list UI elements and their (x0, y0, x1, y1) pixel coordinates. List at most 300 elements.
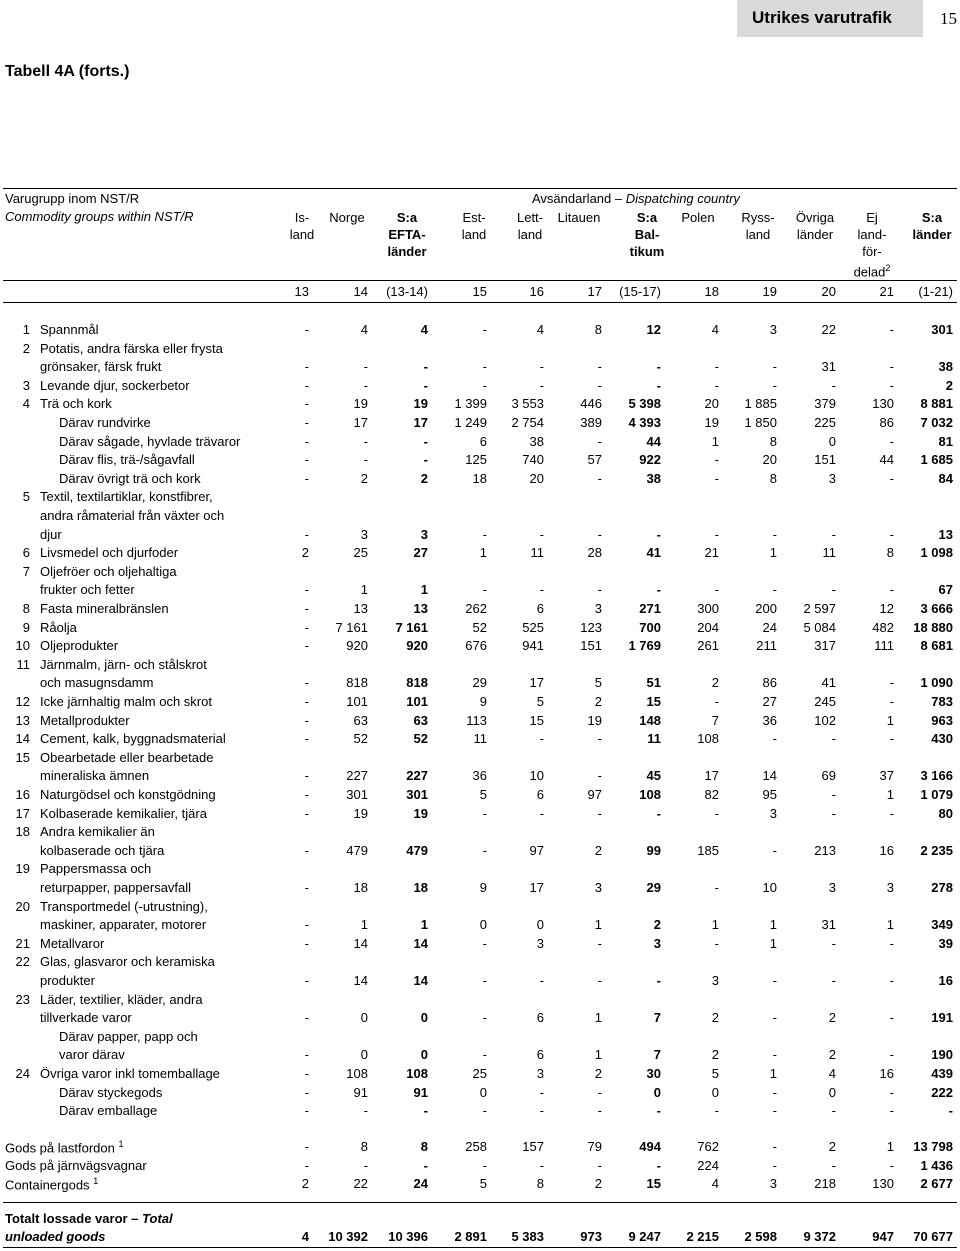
table-cell: - (597, 806, 602, 821)
table-cell: 14 (413, 973, 428, 988)
table-cell: 9 (479, 880, 487, 895)
table-cell: 36 (762, 713, 777, 728)
table-cell: 19 (413, 806, 428, 821)
table-cell: - (831, 1158, 836, 1173)
table-cell: - (482, 1103, 487, 1118)
table-cell: 3 (769, 806, 777, 821)
table-cell: - (714, 806, 719, 821)
table-cell: 676 (465, 638, 487, 653)
table-cell: 4 (301, 1229, 309, 1244)
table-cell: 99 (646, 843, 661, 858)
page-number: 15 (940, 9, 957, 28)
row-label: Övriga varor inkl tomemballage (40, 1066, 220, 1081)
table-cell: - (597, 378, 602, 393)
table-cell: 1 (769, 917, 777, 932)
table-cell: 82 (704, 787, 719, 802)
table-cell: 0 (828, 1085, 836, 1100)
table-cell: 11 (530, 545, 544, 560)
table-cell: 108 (697, 731, 719, 746)
row-number: 7 (22, 564, 30, 579)
table-cell: 1 (769, 545, 777, 560)
table-cell: - (482, 806, 487, 821)
row-label: Cement, kalk, byggnadsmaterial (40, 731, 226, 746)
total-label (5, 1211, 173, 1226)
table-cell: 3 (594, 601, 602, 616)
table-cell: 2 891 (454, 1229, 487, 1244)
column-header-line: Ryss- (741, 210, 775, 225)
row-label: Spannmål (40, 322, 99, 337)
table-cell: - (304, 415, 309, 430)
table-cell: 0 (360, 1047, 368, 1062)
table-cell: 5 (479, 1176, 487, 1191)
table-cell: - (597, 768, 602, 783)
table-cell: - (482, 378, 487, 393)
table-cell: 1 (886, 1139, 894, 1154)
table-cell: 123 (580, 620, 602, 635)
table-cell: 1 436 (920, 1158, 953, 1173)
row-number: 21 (15, 936, 30, 951)
table-cell: 8 (886, 545, 894, 560)
table-cell: 44 (879, 452, 894, 467)
table-cell: 2 (301, 1176, 309, 1191)
table-cell: 185 (697, 843, 719, 858)
table-cell: 97 (529, 843, 544, 858)
column-header-line: Is- (294, 210, 310, 225)
table-cell: 63 (413, 713, 428, 728)
table-cell: - (304, 378, 309, 393)
table-cell: - (539, 582, 544, 597)
column-header-line: land (517, 227, 543, 242)
table-cell: 7 161 (395, 620, 428, 635)
table-cell: 2 (301, 545, 309, 560)
table-cell: 70 677 (913, 1229, 953, 1244)
table-cell: - (304, 452, 309, 467)
row-label: Pappersmassa och (40, 861, 152, 876)
column-number: 19 (762, 284, 777, 299)
row-label (5, 1176, 98, 1192)
table-cell: 57 (587, 452, 602, 467)
row-number: 12 (15, 694, 30, 709)
table-cell: - (423, 434, 428, 449)
table-cell: 482 (872, 620, 894, 635)
row-label: djur (40, 527, 62, 542)
table-cell: - (363, 359, 368, 374)
column-number: 21 (879, 284, 894, 299)
table-cell: 28 (587, 545, 602, 560)
table-cell: - (539, 973, 544, 988)
table-cell: 19 (353, 806, 368, 821)
column-header-line: tikum (629, 244, 665, 259)
table-cell: - (714, 880, 719, 895)
table-cell: 19 (413, 396, 428, 411)
table-cell: 227 (346, 768, 368, 783)
table-cell: - (304, 936, 309, 951)
footnote-mark: 2 (885, 263, 891, 273)
table-cell: 10 (762, 880, 777, 895)
table-cell: 84 (938, 471, 953, 486)
column-number: 13 (294, 284, 309, 299)
table-cell: - (948, 1103, 953, 1118)
table-cell: 14 (353, 936, 368, 951)
table-cell: 6 (479, 434, 487, 449)
table-cell: - (831, 787, 836, 802)
table-cell: 86 (879, 415, 894, 430)
table-cell: 963 (931, 713, 953, 728)
table-cell: - (889, 1158, 894, 1173)
table-cell: 479 (346, 843, 368, 858)
table-cell: 2 (828, 1139, 836, 1154)
table-cell: 11 (473, 731, 487, 746)
column-header (544, 209, 614, 226)
table-cell: 13 (938, 527, 953, 542)
table-cell: 213 (814, 843, 836, 858)
table-cell: 204 (697, 620, 719, 635)
table-cell: - (482, 359, 487, 374)
table-cell: 27 (413, 545, 428, 560)
table-cell: 2 (711, 675, 719, 690)
row-label-text: Gods på järnvägsvagnar (5, 1158, 147, 1173)
table-cell: 8 (420, 1139, 428, 1154)
table-cell: 39 (938, 936, 953, 951)
table-cell: - (597, 527, 602, 542)
column-header-line: Ej (866, 210, 878, 225)
table-cell: - (597, 731, 602, 746)
table-cell: - (423, 1103, 428, 1118)
row-label: Läder, textilier, kläder, andra (40, 992, 203, 1007)
table-cell: 1 098 (920, 545, 953, 560)
row-label: Råolja (40, 620, 77, 635)
table-cell: - (304, 675, 309, 690)
table-cell: 16 (938, 973, 953, 988)
table-cell: 218 (814, 1176, 836, 1191)
table-cell: - (597, 973, 602, 988)
table-cell: - (304, 880, 309, 895)
row-label-text: Containergods (5, 1177, 90, 1193)
table-cell: - (889, 1047, 894, 1062)
row-number: 22 (15, 954, 30, 969)
table-cell: - (889, 359, 894, 374)
table-cell: - (831, 582, 836, 597)
table-cell: 0 (653, 1085, 661, 1100)
table-cell: 4 (711, 322, 719, 337)
table-cell: 2 (594, 694, 602, 709)
table-cell: 31 (821, 917, 836, 932)
table-cell: - (831, 936, 836, 951)
total-label-en-2: unloaded goods (5, 1229, 106, 1244)
table-cell: 4 393 (628, 415, 661, 430)
table-cell: 24 (413, 1176, 428, 1191)
row-label: Transportmedel (-utrustning), (40, 899, 208, 914)
table-cell: 920 (406, 638, 428, 653)
table-cell: 301 (346, 787, 368, 802)
table-cell: 225 (814, 415, 836, 430)
row-number: 1 (22, 322, 30, 337)
table-cell: 920 (346, 638, 368, 653)
table-cell: 4 (536, 322, 544, 337)
table-cell: - (423, 452, 428, 467)
table-cell: 3 553 (511, 396, 544, 411)
table-cell: 14 (353, 973, 368, 988)
table-cell: - (714, 694, 719, 709)
row-label: Därav övrigt trä och kork (59, 471, 201, 486)
table-cell: 79 (587, 1139, 602, 1154)
table-cell: - (714, 582, 719, 597)
table-cell: 8 (769, 434, 777, 449)
table-cell: 1 (360, 917, 368, 932)
table-cell: 17 (704, 768, 719, 783)
table-cell: 379 (814, 396, 836, 411)
row-label: Obearbetade eller bearbetade (40, 750, 214, 765)
row-label: Därav papper, papp och (59, 1029, 198, 1044)
table-cell: 9 247 (628, 1229, 661, 1244)
table-cell: - (656, 973, 661, 988)
table-cell: 8 (360, 1139, 368, 1154)
table-cell: - (304, 322, 309, 337)
column-header-line: Lett- (516, 210, 543, 225)
table-cell: 11 (647, 731, 661, 746)
table-cell: 17 (413, 415, 428, 430)
table-cell: 148 (639, 713, 661, 728)
table-cell: 4 (420, 322, 428, 337)
table-cell: 494 (639, 1139, 661, 1154)
row-label: Järnmalm, järn- och stålskrot (40, 657, 207, 672)
table-cell: - (363, 434, 368, 449)
row-label: Därav sågade, hyvlade trävaror (59, 434, 241, 449)
table-cell: - (423, 378, 428, 393)
table-cell: - (304, 601, 309, 616)
table-cell: 17 (529, 880, 544, 895)
footnote-mark: 1 (93, 1176, 99, 1186)
table-cell: - (772, 1010, 777, 1025)
table-cell: - (539, 378, 544, 393)
row-number: 23 (15, 992, 30, 1007)
table-cell: 1 (769, 936, 777, 951)
section-title: Utrikes varutrafik (752, 8, 892, 27)
table-cell: - (889, 378, 894, 393)
row-label: Därav flis, trä-/sågavfall (59, 452, 195, 467)
table-cell: - (772, 973, 777, 988)
table-cell: 261 (697, 638, 719, 653)
table-cell: 52 (413, 731, 428, 746)
table-cell: 22 (353, 1176, 368, 1191)
row-label: returpapper, pappersavfall (40, 880, 192, 895)
row-label: Levande djur, sockerbetor (40, 378, 190, 393)
table-cell: 224 (697, 1158, 719, 1173)
table-cell: - (656, 1103, 661, 1118)
table-cell: - (772, 1085, 777, 1100)
table-cell: 15 (529, 713, 544, 728)
table-cell: 2 235 (920, 843, 953, 858)
column-header-line: EFTA- (388, 227, 426, 242)
table-cell: 30 (646, 1066, 661, 1081)
table-cell: 38 (529, 434, 544, 449)
total-label-en: Total (142, 1211, 173, 1226)
table-cell: - (656, 359, 661, 374)
table-cell: 18 880 (913, 620, 953, 635)
table-cell: 446 (580, 396, 602, 411)
table-cell: 151 (580, 638, 602, 653)
table-cell: 190 (931, 1047, 953, 1062)
row-label: Oljefröer och oljehaltiga (40, 564, 177, 579)
table-cell: 13 (353, 601, 368, 616)
table-cell: 130 (872, 396, 894, 411)
table-cell: 7 (653, 1010, 661, 1025)
table-cell: - (597, 1085, 602, 1100)
row-label: Fasta mineralbränslen (40, 601, 169, 616)
column-number: (15-17) (619, 284, 661, 299)
row-label: Livsmedel och djurfoder (40, 545, 179, 560)
column-header-line: Övriga (795, 210, 835, 225)
table-cell: 3 (886, 880, 894, 895)
column-header-line: land- (857, 227, 887, 242)
table-cell: - (539, 1158, 544, 1173)
table-cell: 19 (587, 713, 602, 728)
table-cell: - (304, 731, 309, 746)
table-cell: - (889, 527, 894, 542)
stub-header-en: Commodity groups within NST/R (5, 209, 194, 224)
table-cell: 762 (697, 1139, 719, 1154)
table-cell: 525 (522, 620, 544, 635)
table-cell: 130 (872, 1176, 894, 1191)
table-cell: 6 (536, 1047, 544, 1062)
table-cell: 14 (413, 936, 428, 951)
table-cell: - (889, 1103, 894, 1118)
table-cell: - (304, 638, 309, 653)
table-cell: - (597, 936, 602, 951)
column-number: 20 (821, 284, 836, 299)
table-cell: 63 (353, 713, 368, 728)
table-cell: 18 (413, 880, 428, 895)
column-header-line: land (461, 227, 487, 242)
table-cell: 22 (821, 322, 836, 337)
table-cell: - (304, 620, 309, 635)
table-cell: 818 (346, 675, 368, 690)
column-header-line: delad$^2$ (853, 263, 891, 280)
table-cell: - (714, 359, 719, 374)
table-cell: 101 (406, 694, 428, 709)
table-cell: - (304, 434, 309, 449)
table-cell: - (304, 787, 309, 802)
table-top-rule (3, 188, 957, 189)
table-cell: 1 (886, 917, 894, 932)
table-cell: - (772, 1158, 777, 1173)
row-number: 14 (15, 731, 30, 746)
row-number: 9 (22, 620, 30, 635)
table-bottom-rule (3, 1247, 957, 1248)
table-cell: 45 (646, 768, 661, 783)
table-cell: 31 (821, 359, 836, 374)
table-cell: 3 (711, 973, 719, 988)
table-cell: 36 (472, 768, 487, 783)
table-cell: - (304, 917, 309, 932)
table-cell: 1 079 (920, 787, 953, 802)
span-header-en: Dispatching country (625, 191, 740, 206)
row-number: 10 (15, 638, 30, 653)
table-cell: 10 392 (328, 1229, 368, 1244)
table-cell: 69 (821, 768, 836, 783)
table-cell: 0 (420, 1010, 428, 1025)
table-cell: 8 681 (920, 638, 953, 653)
table-cell: 3 (594, 880, 602, 895)
table-cell: - (539, 1085, 544, 1100)
row-label: Icke järnhaltig malm och skrot (40, 694, 212, 709)
table-cell: 5 (479, 787, 487, 802)
span-header (532, 191, 740, 206)
table-cell: 1 885 (744, 396, 777, 411)
table-cell: - (304, 843, 309, 858)
table-cell: 95 (762, 787, 777, 802)
row-number: 4 (22, 396, 30, 411)
table-cell: 2 (711, 1010, 719, 1025)
table-cell: - (772, 1103, 777, 1118)
table-cell: - (772, 527, 777, 542)
table-cell: - (304, 527, 309, 542)
table-cell: 1 (420, 582, 428, 597)
table-cell: - (423, 1158, 428, 1173)
table-cell: 3 (769, 1176, 777, 1191)
table-cell: - (772, 731, 777, 746)
table-cell: 97 (587, 787, 602, 802)
row-number: 16 (15, 787, 30, 802)
table-cell: 2 (711, 1047, 719, 1062)
table-cell: - (363, 1158, 368, 1173)
column-header-line: Polen (681, 210, 715, 225)
table-cell: - (714, 936, 719, 951)
row-number: 15 (15, 750, 30, 765)
table-cell: - (482, 582, 487, 597)
table-cell: 16 (879, 843, 894, 858)
table-cell: 7 (653, 1047, 661, 1062)
table-cell: 108 (346, 1066, 368, 1081)
table-cell: 113 (466, 713, 487, 728)
row-number: 24 (15, 1066, 30, 1081)
table-cell: 19 (353, 396, 368, 411)
table-cell: 0 (360, 1010, 368, 1025)
table-cell: - (889, 806, 894, 821)
table-cell: 15 (646, 1176, 661, 1191)
table-cell: 16 (879, 1066, 894, 1081)
table-cell: 24 (762, 620, 777, 635)
table-cell: - (304, 582, 309, 597)
table-cell: - (539, 527, 544, 542)
row-number: 5 (22, 489, 30, 504)
table-cell: 5 (594, 675, 602, 690)
table-cell: 18 (353, 880, 368, 895)
table-cell: 6 (536, 787, 544, 802)
table-cell: - (889, 322, 894, 337)
table-cell: - (304, 1139, 309, 1154)
table-cell: - (772, 378, 777, 393)
row-label: Glas, glasvaror och keramiska (40, 954, 215, 969)
table-cell: 12 (646, 322, 661, 337)
footnote-mark: 1 (118, 1139, 124, 1149)
table-cell: - (482, 1047, 487, 1062)
table-cell: 2 597 (803, 601, 836, 616)
table-cell: 44 (646, 434, 661, 449)
table-cell: - (597, 434, 602, 449)
table-cell: 3 (536, 1066, 544, 1081)
table-cell: - (304, 396, 309, 411)
table-cell: - (772, 359, 777, 374)
row-label (5, 1139, 124, 1155)
table-cell: 2 (420, 471, 428, 486)
table-cell: 3 166 (920, 768, 953, 783)
table-cell: - (304, 471, 309, 486)
table-cell: 19 (704, 415, 719, 430)
column-header-line: länder (387, 244, 427, 259)
table-cell: 1 249 (454, 415, 487, 430)
column-number: 14 (353, 284, 368, 299)
